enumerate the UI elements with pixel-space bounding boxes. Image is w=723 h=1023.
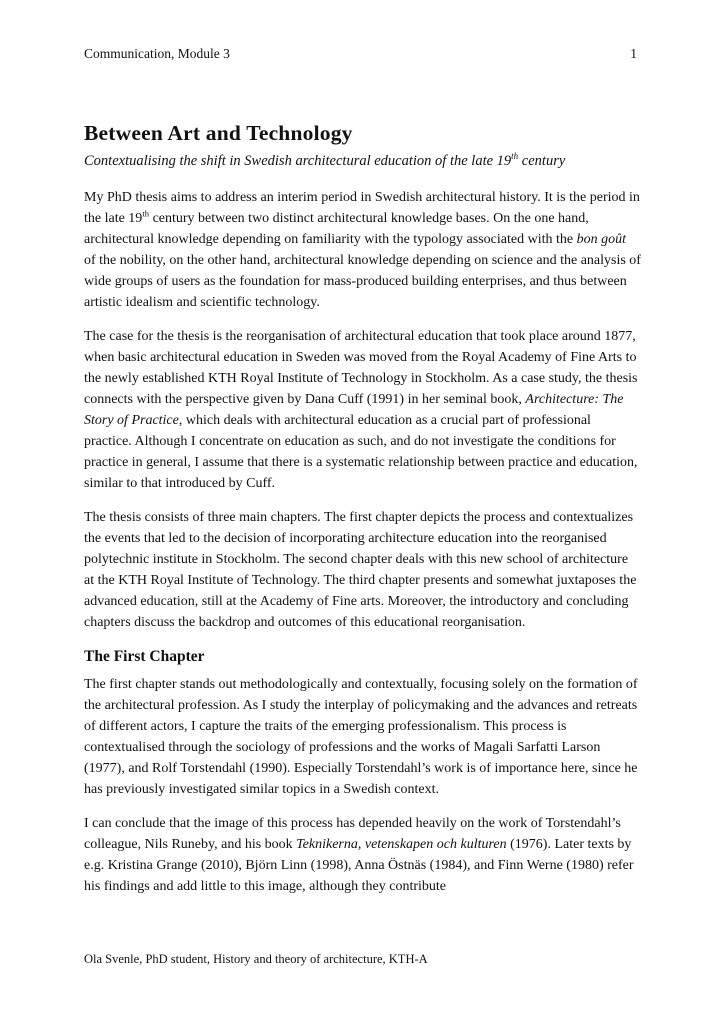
paragraph-conclusion: I can conclude that the image of this process has depended heavily on the work of Torstendahl’s colleague, Nils Runeby, and his book Teknikerna, vetenskapen och kulturen (1976). Later texts by e.g. Kristina Grange (2010), Björn Linn (1998), Anna Östnäs (1984), and Finn Werne (1980) refer his findings and add little to this image, although they contribute <box>84 816 634 894</box>
footer-author-line: Ola Svenle, PhD student, History and theory of architecture, KTH-A <box>84 952 428 966</box>
paragraph-thesis-structure: The thesis consists of three main chapters. The first chapter depicts the process and contextualizes the events that led to the decision of incorporating architecture education into the reorganised polytechnic institute in Stockholm. The second chapter deals with this new school of architecture at the KTH Royal Institute of Technology. The third chapter presents and somewhat juxtaposes the advanced education, still at the Academy of Fine arts. Moreover, the introductory and concluding chapters discuss the backdrop and outcomes of this educational reorganisation. <box>84 510 637 630</box>
paragraph-intro: My PhD thesis aims to address an interim period in Swedish architectural history. It is the period in the late 19th century between two distinct architectural knowledge bases. On the one hand, architectural knowledge depending on familiarity with the typology associated with the bon goût of the nobility, on the other hand, architectural knowledge depending on science and the analysis of wide groups of users as the foundation for mass-produced building enterprises, and thus between artistic idealism and scientific technology. <box>84 190 641 310</box>
paragraph-thesis-case: The case for the thesis is the reorganisation of architectural education that took place around 1877, when basic architectural education in Sweden was moved from the Royal Academy of Fine Arts to the newly established KTH Royal Institute of Technology in Stockholm. As a case study, the thesis connects with the perspective given by Dana Cuff (1991) in her seminal book, Architecture: The Story of Practice, which deals with architectural education as a crucial part of professional practice. Although I concentrate on education as such, and do not investigate the conditions for practice in general, I assume that there is a systematic relationship between practice and education, similar to that introduced by Cuff. <box>84 329 638 491</box>
paragraph-first-chapter: The first chapter stands out methodologically and contextually, focusing solely on the formation of the architectural profession. As I study the interplay of policymaking and the advances and retreats of different actors, I capture the traits of the emerging professionalism. This process is contextualised through the sociology of professions and the works of Magali Sarfatti Larson (1977), and Rolf Torstendahl (1990). Especially Torstendahl’s work is of importance here, since he has previously investigated similar topics in a Swedish context. <box>84 677 638 797</box>
document-body <box>84 187 641 897</box>
section-heading-first-chapter: The First Chapter <box>84 648 205 665</box>
header-course-label: Communication, Module 3 <box>84 46 230 61</box>
page-content <box>84 45 641 910</box>
page-title: Between Art and Technology <box>84 121 353 145</box>
page-header <box>84 45 641 62</box>
page-number: 1 <box>630 46 637 61</box>
page-subtitle: Contextualising the shift in Swedish architectural education of the late 19th century <box>84 151 566 169</box>
